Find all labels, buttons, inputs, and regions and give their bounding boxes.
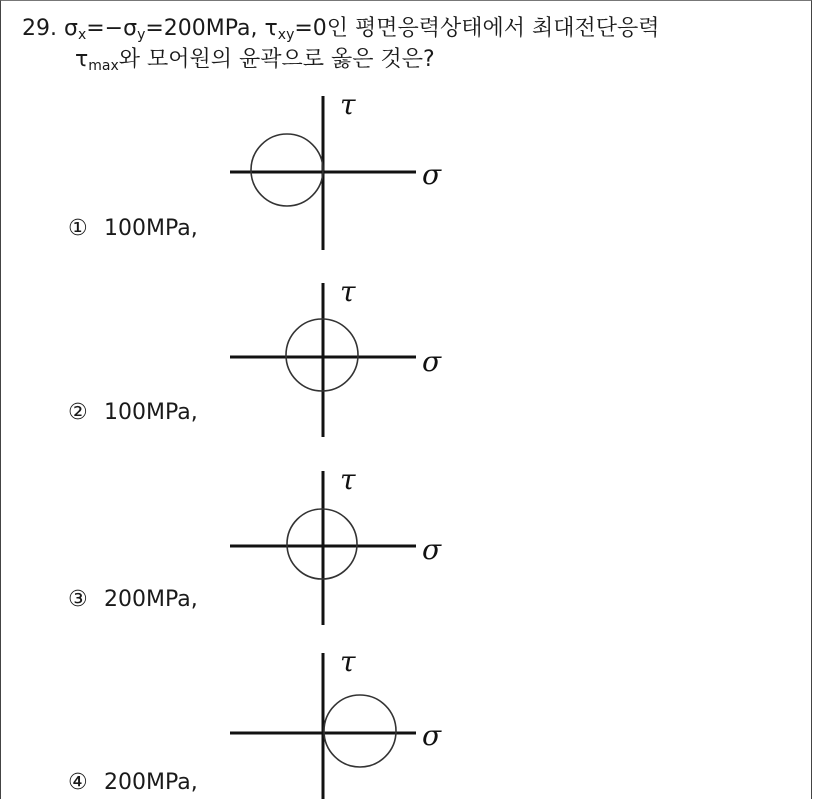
option-2-mohr-diagram <box>222 275 462 445</box>
tau-xy-symbol: τ <box>264 16 278 41</box>
option-4-mohr-diagram <box>222 645 462 799</box>
option-3-mohr-diagram <box>222 463 462 633</box>
question-line-2 <box>75 47 435 73</box>
option-4-label[interactable] <box>68 770 198 796</box>
tau-max-symbol: τ <box>75 47 89 72</box>
option-4-tau-label: τ <box>340 645 356 678</box>
option-1-value: 100MPa, <box>104 216 198 241</box>
option-3-tau-label: τ <box>340 463 356 496</box>
question-text-2: 와 모어원의 윤곽으로 옳은 것은? <box>118 47 435 72</box>
option-1-tau-label: τ <box>340 88 356 121</box>
tau-xy-subscript: xy <box>277 27 295 43</box>
sigma-y-subscript: y <box>137 27 146 43</box>
option-1-marker: ① <box>68 216 88 241</box>
option-2-tau-label: τ <box>340 275 356 308</box>
sigma-x-symbol: σ <box>64 16 78 41</box>
question-line-1 <box>22 16 660 42</box>
stress-value: =200MPa, <box>145 16 258 41</box>
option-3-label[interactable] <box>68 587 198 613</box>
option-3-sigma-label: σ <box>422 533 442 566</box>
option-2-sigma-label: σ <box>422 345 442 378</box>
option-4-mohr-circle <box>324 695 396 767</box>
question-text-1: =0인 평면응력상태에서 최대전단응력 <box>294 16 660 41</box>
option-2-label[interactable] <box>68 400 198 426</box>
option-3-value: 200MPa, <box>104 587 198 612</box>
option-1-mohr-circle <box>251 134 323 206</box>
tau-max-subscript: max <box>88 58 119 74</box>
question-number: 29. <box>22 16 57 41</box>
option-3-marker: ③ <box>68 587 88 612</box>
option-4-value: 200MPa, <box>104 770 198 795</box>
sigma-y-equation: =−σ <box>86 16 138 41</box>
option-4-sigma-label: σ <box>422 719 442 752</box>
option-1-mohr-diagram <box>222 88 462 258</box>
option-2-value: 100MPa, <box>104 400 198 425</box>
sigma-x-subscript: x <box>77 27 87 43</box>
option-1-sigma-label: σ <box>422 158 442 191</box>
option-4-marker: ④ <box>68 770 88 795</box>
option-1-label[interactable] <box>68 216 198 242</box>
option-2-marker: ② <box>68 400 88 425</box>
